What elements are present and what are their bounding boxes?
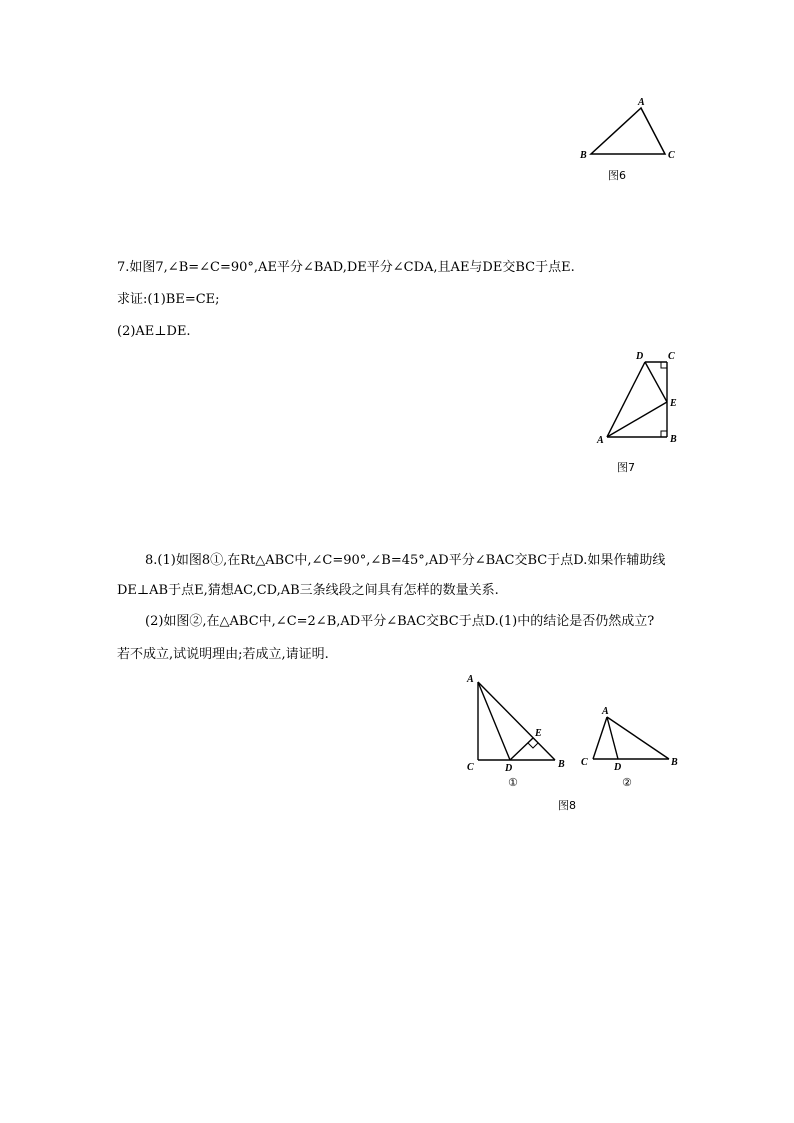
label-c: C [467, 762, 474, 773]
label-e: E [670, 398, 677, 409]
sub-label-2: ② [622, 776, 632, 789]
label-a: A [638, 97, 645, 108]
label-a: A [602, 706, 609, 717]
sub-label-1: ① [508, 776, 518, 789]
label-b: B [671, 757, 678, 768]
q7-line-2: 求证:(1)BE=CE; [117, 292, 220, 307]
q8-line-1: 8.(1)如图8①,在Rt△ABC中,∠C=90°,∠B=45°,AD平分∠BAC交BC于点D.如果作辅助线 [145, 553, 666, 568]
q7-line-1: 7.如图7,∠B=∠C=90°,AE平分∠BAD,DE平分∠CDA,且AE与DE交BC于点E. [117, 260, 575, 275]
q8-line-3: (2)如图②,在△ABC中,∠C=2∠B,AD平分∠BAC交BC于点D.(1)中的结论是否仍然成立? [145, 614, 655, 629]
figure-7-caption: 图7 [617, 461, 635, 474]
label-d: D [505, 763, 513, 774]
label-d: D [636, 351, 644, 362]
label-a: A [597, 435, 604, 446]
figure-8-part-1 [478, 682, 555, 760]
label-c: C [668, 351, 675, 362]
label-a: A [467, 674, 474, 685]
label-d: D [614, 762, 622, 773]
q8-line-2: DE⊥AB于点E,猜想AC,CD,AB三条线段之间具有怎样的数量关系. [117, 583, 499, 598]
label-b: B [558, 759, 565, 770]
label-e: E [535, 728, 542, 739]
figure-8-caption: 图8 [558, 799, 576, 812]
label-c: C [581, 757, 588, 768]
label-b: B [580, 150, 587, 161]
q8-line-4: 若不成立,试说明理由;若成立,请证明. [117, 647, 329, 662]
figure-6-caption: 图6 [608, 169, 626, 182]
label-b: B [670, 434, 677, 445]
label-c: C [668, 150, 675, 161]
figure-8-part-2 [593, 717, 669, 759]
q7-line-3: (2)AE⊥DE. [117, 324, 191, 339]
